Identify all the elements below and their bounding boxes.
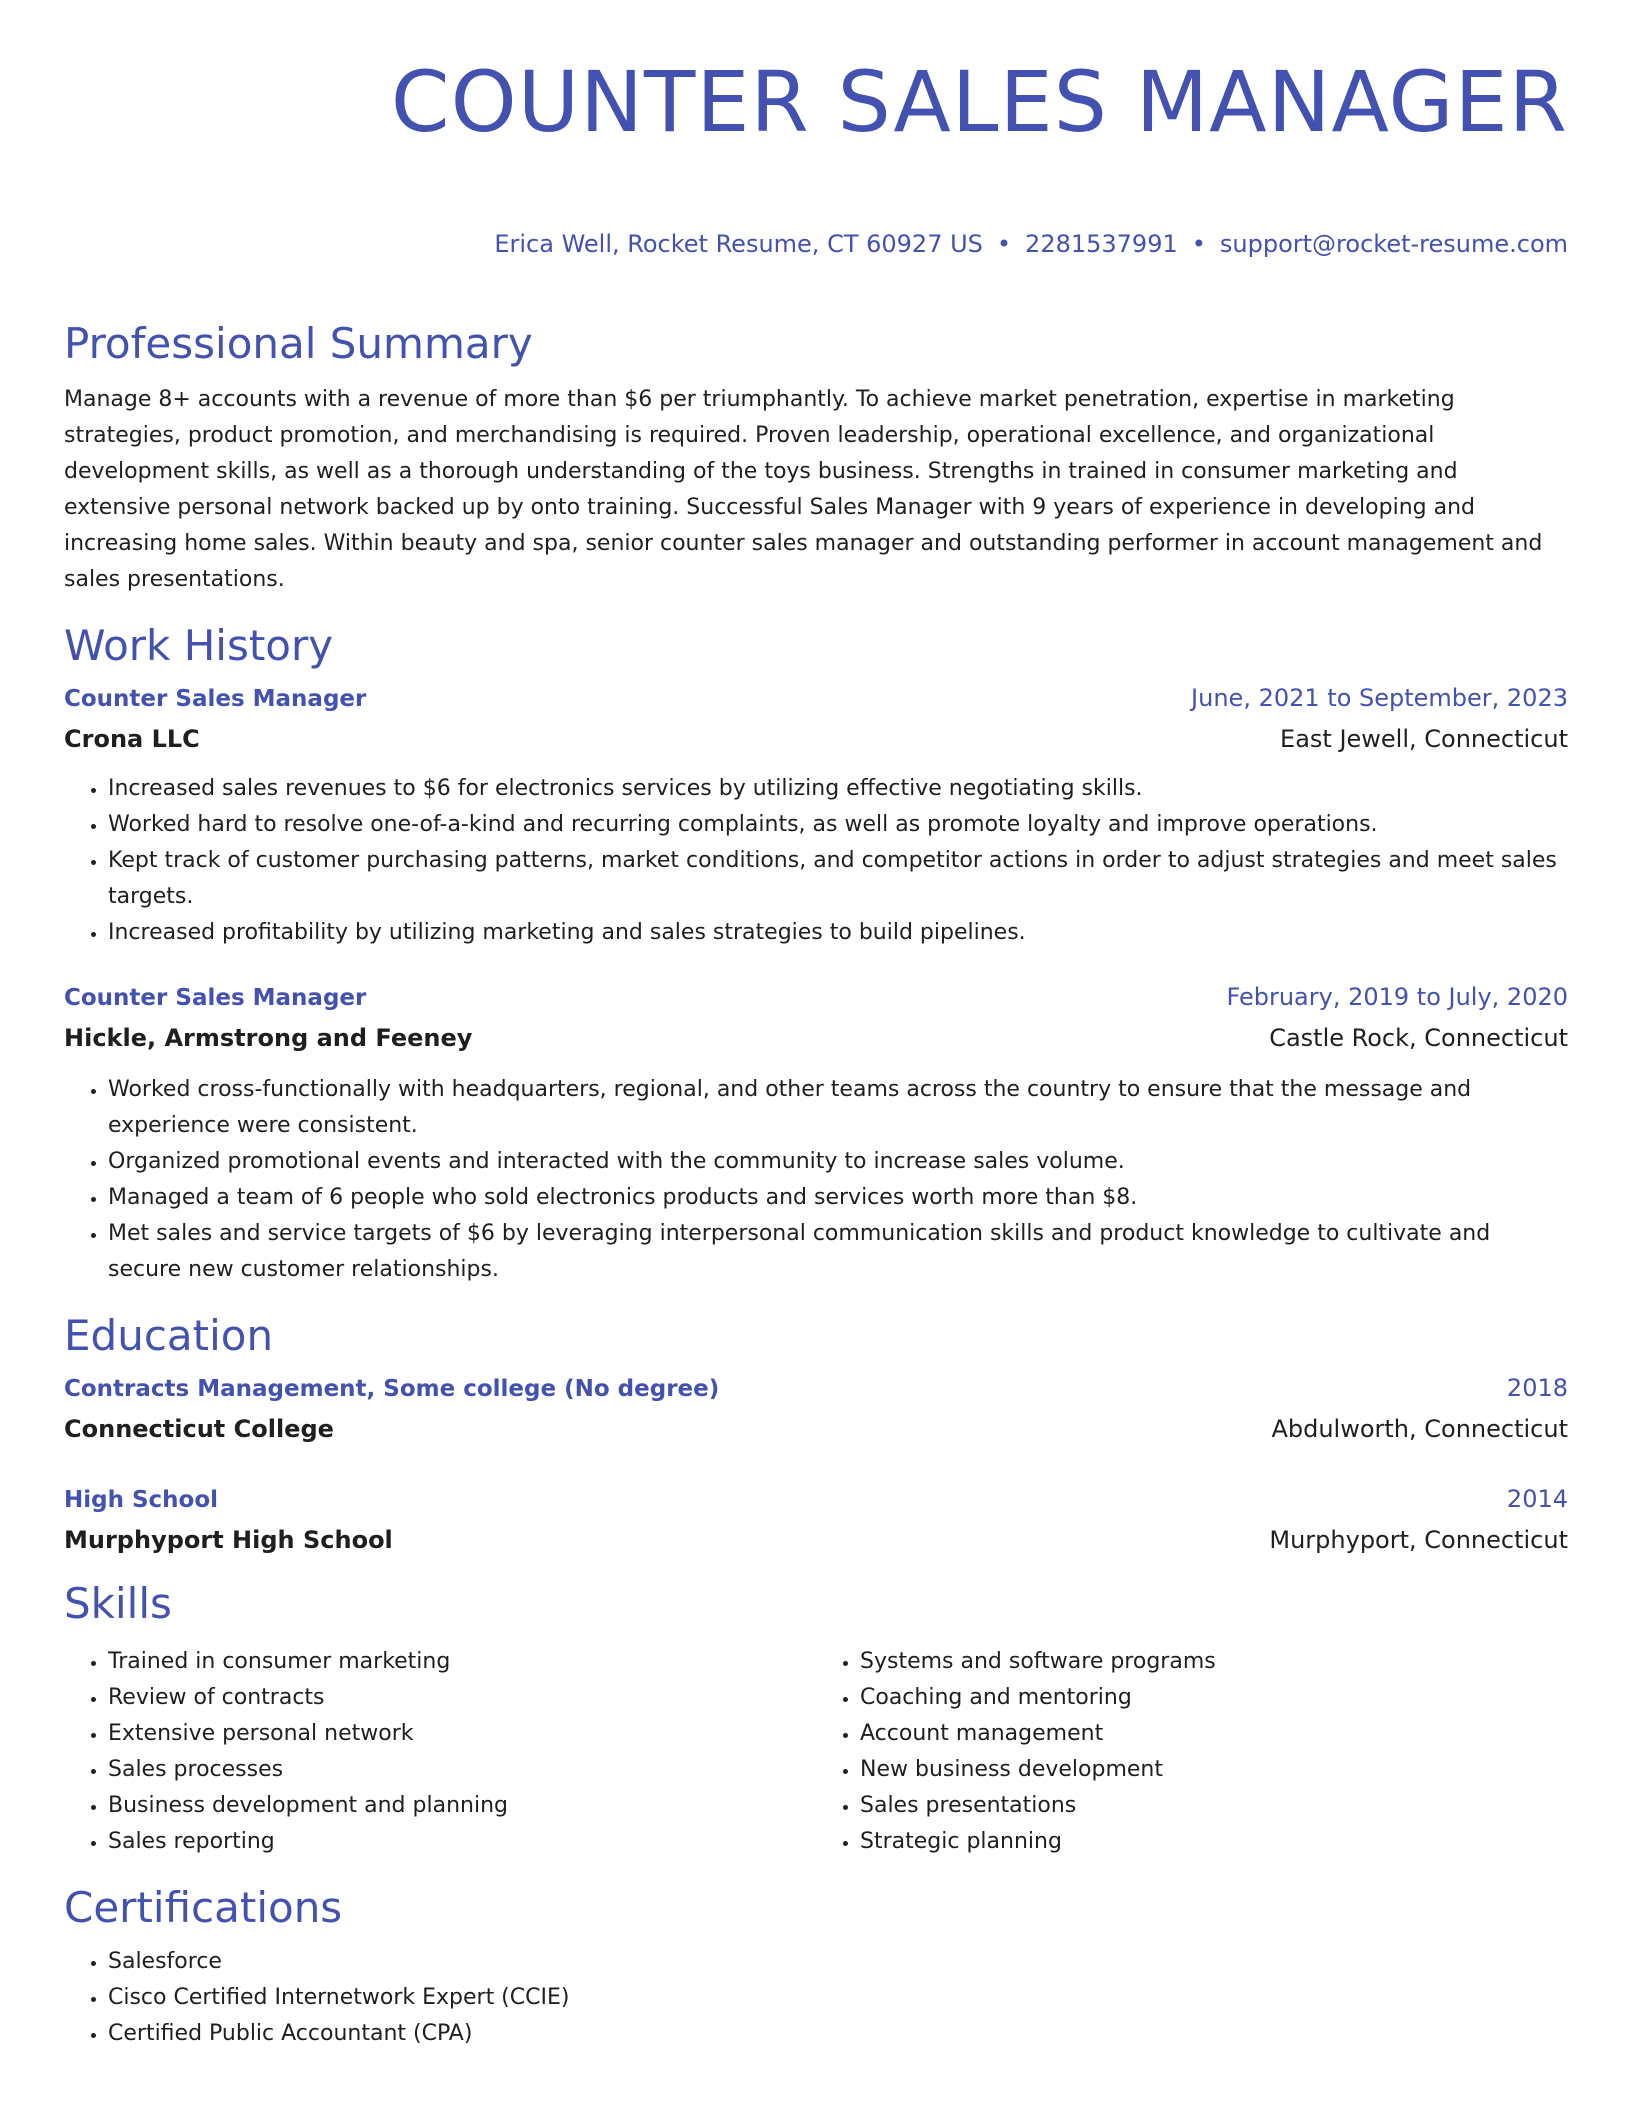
contact-address: Erica Well, Rocket Resume, CT 60927 US — [494, 230, 983, 258]
list-item: • Sales processes — [108, 1752, 816, 1788]
job-entry — [64, 678, 1568, 951]
education-year: 2014 — [1506, 1485, 1568, 1513]
list-item: • Sales reporting — [108, 1824, 816, 1860]
job-dates: June, 2021 to September, 2023 — [1191, 684, 1568, 712]
education-year: 2018 — [1506, 1374, 1568, 1402]
skills-list-right — [816, 1644, 1568, 1860]
summary-text: Manage 8+ accounts with a revenue of more than $6 per triumphantly. To achieve market penetration, expertise in marketing strategies, product promotion, and merchandising is required. Proven leadership, operational excellence, and organizational development skills, as well as a thorough understanding of the toys business. Strengths in trained in consumer marketing and extensive personal network backed up by onto training. Successful Sales Manager with 9 years of experience in developing and increasing home sales. Within beauty and spa, senior counter sales manager and outstanding performer in account management and sales presentations. — [64, 387, 1543, 592]
job-company: Crona LLC — [64, 725, 200, 753]
education-location: Murphyport, Connecticut — [1269, 1526, 1568, 1554]
list-item: • Kept track of customer purchasing patterns, market conditions, and competitor actions in order to adjust strategies and meet sales targets. — [108, 843, 1568, 915]
education-degree: Contracts Management, Some college (No degree) — [64, 1376, 720, 1402]
job-role: Counter Sales Manager — [64, 686, 367, 712]
job-company-row — [64, 719, 1568, 759]
education-header-row — [64, 1368, 1568, 1409]
list-item: • Trained in consumer marketing — [108, 1644, 816, 1680]
contact-email[interactable]: support@rocket-resume.com — [1219, 230, 1568, 258]
list-item: • Organized promotional events and interacted with the community to increase sales volume. — [108, 1144, 1568, 1180]
job-entry — [64, 977, 1568, 1288]
list-item: • Coaching and mentoring — [860, 1680, 1568, 1716]
job-company: Hickle, Armstrong and Feeney — [64, 1024, 473, 1052]
list-item: • Met sales and service targets of $6 by leveraging interpersonal communication skills and product knowledge to cultivate and secure new customer relationships. — [108, 1216, 1568, 1288]
list-item: • Extensive personal network — [108, 1716, 816, 1752]
job-dates: February, 2019 to July, 2020 — [1226, 983, 1568, 1011]
list-item: • Salesforce — [108, 1944, 1568, 1980]
contact-phone: 2281537991 — [1025, 230, 1178, 258]
contact-line — [64, 228, 1568, 260]
skills-columns — [64, 1644, 1568, 1860]
separator-dot: • — [996, 230, 1012, 258]
education-entry — [64, 1368, 1568, 1449]
list-item: • Review of contracts — [108, 1680, 816, 1716]
education-school-row — [64, 1409, 1568, 1449]
job-location: East Jewell, Connecticut — [1280, 725, 1568, 753]
list-item: • Sales presentations — [860, 1788, 1568, 1824]
job-role: Counter Sales Manager — [64, 985, 367, 1011]
job-header-row — [64, 977, 1568, 1018]
separator-dot: • — [1191, 230, 1206, 258]
list-item: • Worked hard to resolve one-of-a-kind and recurring complaints, as well as promote loyalty and improve operations. — [108, 807, 1568, 843]
education-heading: Education — [64, 1311, 274, 1360]
list-item: • Business development and planning — [108, 1788, 816, 1824]
education-header-row — [64, 1479, 1568, 1520]
list-item: • Account management — [860, 1716, 1568, 1752]
certifications-list — [64, 1944, 1568, 2052]
certifications-heading: Certifications — [64, 1883, 343, 1932]
education-degree: High School — [64, 1487, 219, 1513]
education-location: Abdulworth, Connecticut — [1271, 1415, 1568, 1443]
work-history-heading: Work History — [64, 621, 334, 670]
job-location: Castle Rock, Connecticut — [1269, 1024, 1568, 1052]
summary-heading: Professional Summary — [64, 319, 533, 368]
skills-heading: Skills — [64, 1579, 172, 1628]
education-school-row — [64, 1520, 1568, 1560]
job-company-row — [64, 1018, 1568, 1058]
list-item: • Certified Public Accountant (CPA) — [108, 2016, 1568, 2052]
list-item: • Cisco Certified Internetwork Expert (CCIE) — [108, 1980, 1568, 2016]
job-header-row — [64, 678, 1568, 719]
page-title: COUNTER SALES MANAGER — [390, 53, 1568, 151]
list-item: • Systems and software programs — [860, 1644, 1568, 1680]
education-entry — [64, 1479, 1568, 1560]
list-item: • Managed a team of 6 people who sold electronics products and services worth more than $8. — [108, 1180, 1568, 1216]
education-school: Connecticut College — [64, 1415, 334, 1443]
education-school: Murphyport High School — [64, 1526, 393, 1554]
list-item: • Strategic planning — [860, 1824, 1568, 1860]
list-item: • New business development — [860, 1752, 1568, 1788]
list-item: • Increased sales revenues to $6 for electronics services by utilizing effective negotiating skills. — [108, 771, 1568, 807]
list-item: • Worked cross-functionally with headquarters, regional, and other teams across the country to ensure that the message and experience were consistent. — [108, 1072, 1568, 1144]
job-bullets — [64, 1072, 1568, 1288]
list-item: • Increased profitability by utilizing marketing and sales strategies to build pipelines. — [108, 915, 1568, 951]
job-bullets — [64, 771, 1568, 951]
skills-list-left — [64, 1644, 816, 1860]
